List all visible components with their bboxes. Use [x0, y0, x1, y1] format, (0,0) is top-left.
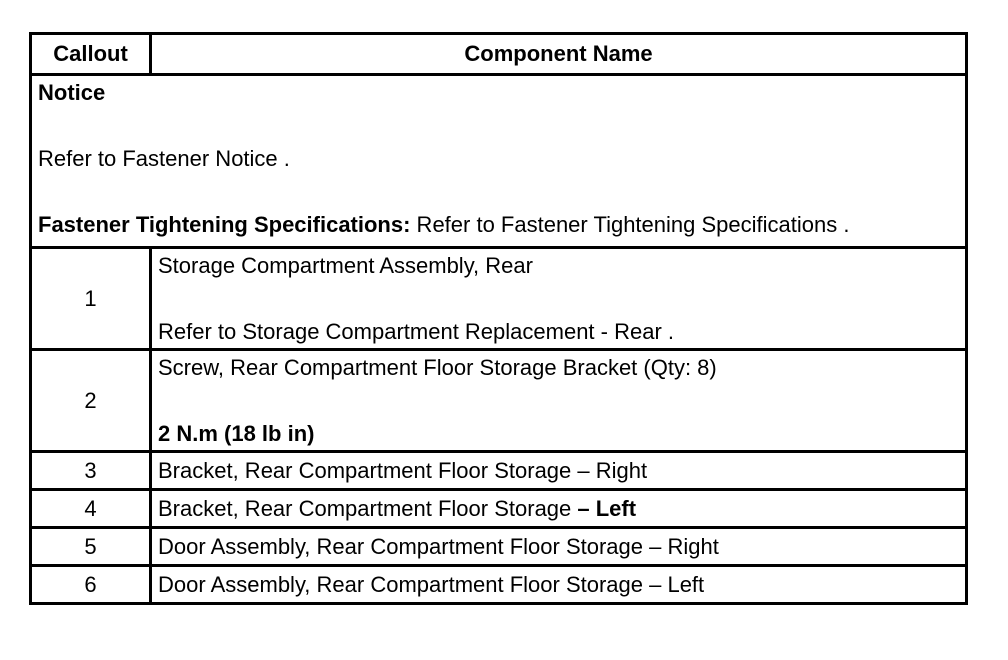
table-row	[31, 452, 967, 490]
callout-number: 5	[31, 528, 151, 566]
spec-label: Fastener Tightening Specifications:	[38, 212, 411, 237]
component-title: Storage Compartment Assembly, Rear	[158, 253, 533, 278]
notice-spec	[38, 208, 959, 241]
component-name-part: Bracket, Rear Compartment Floor Storage	[158, 495, 578, 521]
callout-number: 3	[31, 452, 151, 490]
component-table	[29, 32, 968, 605]
component-name: Door Assembly, Rear Compartment Floor Storage – Left	[151, 566, 967, 604]
component-name	[151, 248, 967, 350]
component-side: – Left	[577, 495, 637, 521]
notice-title: Notice	[38, 80, 106, 105]
callout-number: 2	[31, 350, 151, 452]
header-row	[31, 34, 967, 75]
component-name: Door Assembly, Rear Compartment Floor Storage – Right	[151, 528, 967, 566]
table-row	[31, 490, 967, 528]
header-callout: Callout	[31, 34, 151, 75]
component-detail: Refer to Storage Compartment Replacement - Rear .	[158, 319, 675, 344]
notice-text: Refer to Fastener Notice .	[38, 146, 290, 171]
callout-number: 1	[31, 248, 151, 350]
spec-text: Refer to Fastener Tightening Specifications .	[410, 212, 850, 237]
callout-number: 6	[31, 566, 151, 604]
callout-number: 4	[31, 490, 151, 528]
component-name	[151, 350, 967, 452]
table-row	[31, 350, 967, 452]
table-row	[31, 528, 967, 566]
component-name	[151, 490, 967, 528]
table-row	[31, 566, 967, 604]
component-name: Bracket, Rear Compartment Floor Storage – Right	[151, 452, 967, 490]
table-row	[31, 248, 967, 350]
header-component-name: Component Name	[151, 34, 967, 75]
notice-row	[31, 75, 967, 248]
component-title: Screw, Rear Compartment Floor Storage Bracket (Qty: 8)	[158, 355, 717, 380]
notice-cell	[31, 75, 967, 248]
torque-spec: 2 N.m (18 lb in)	[158, 421, 315, 446]
